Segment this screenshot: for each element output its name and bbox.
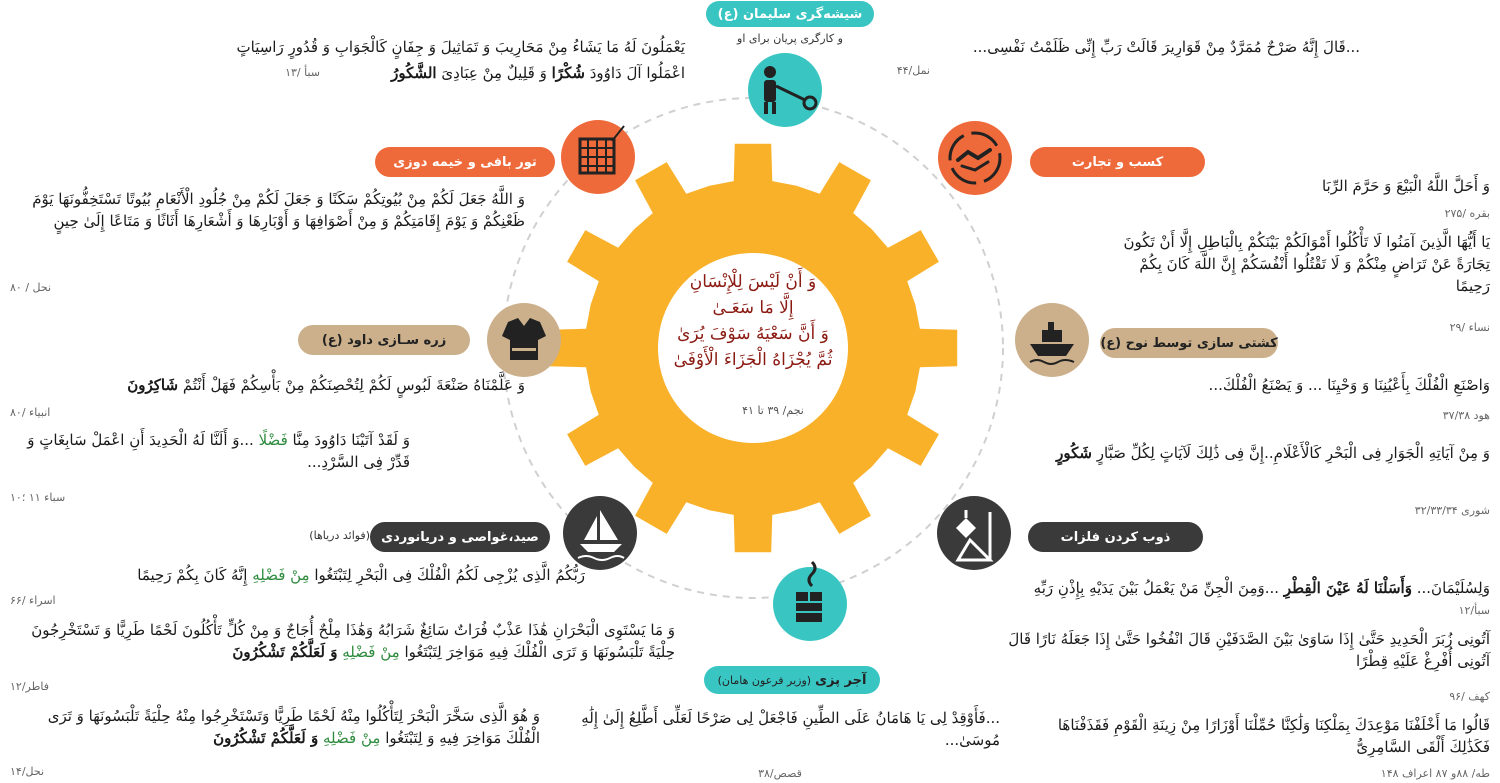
source-ship-1: هود ۳۷/۳۸	[1442, 409, 1490, 422]
label-glass: شیشه‌گری سلیمان (ع)	[706, 1, 874, 27]
verse-glass-left-2a: اعْمَلُوا آلَ دَاوُودَ	[589, 64, 685, 82]
verse-armor-1a: وَ عَلَّمْنَاهُ صَنْعَةَ لَبُوسٍ لَكُمْ لِتُحْصِنَكُمْ مِنْ بَأْسِكُمْ فَهَلْ أَنْتُمْ	[182, 376, 525, 394]
center-verse-line-2: إِلَّا مَا سَعَـیٰ	[712, 298, 794, 318]
source-metal-1: سبأ/۱۲	[1458, 604, 1490, 617]
verse-armor-1	[10, 374, 525, 396]
verse-sea-1a: رَبُّكُمُ الَّذِی یُزْجِی لَكُمُ الْفُلْكَ فِی الْبَحْرِ لِتَبْتَغُوا	[314, 566, 585, 584]
center-source: نجم/ ۳۹ تا ۴۱	[742, 404, 804, 417]
label-sea-sub: (فوائد دریاها)	[309, 529, 370, 542]
verse-ship-1: وَاصْنَعِ الْفُلْكَ بِأَعْیُنِنَا وَ وَحْیِنَا ... وَ یَصْنَعُ الْفُلْكَ...	[1208, 376, 1490, 394]
source-glass-left: سبأ /۱۳	[285, 66, 320, 79]
label-weave: تور بافی و خیمه دوزی	[375, 147, 555, 177]
label-armor: زره سـازی داود (ع)	[298, 325, 470, 355]
verse-sea-2	[10, 619, 675, 663]
ship-icon	[1015, 303, 1089, 377]
verse-armor-2b: فَضْلًا	[258, 431, 288, 449]
verse-sea-1	[10, 564, 585, 586]
label-brick-sub: (وزیر فرعون هامان)	[717, 673, 812, 687]
source-brick-1: قصص/۳۸	[758, 767, 802, 780]
source-trade-2: نساء /۲۹	[1449, 321, 1490, 334]
source-ship-2: شوری ۳۲/۳۳/۳۴	[1414, 504, 1490, 517]
verse-sea-2c: وَ لَعَلَّكُمْ تَشْكُرُونَ	[232, 643, 338, 661]
source-sea-1: اسراء /۶۶	[10, 594, 56, 607]
source-sea-3: نحل/۱۴	[10, 765, 45, 778]
verse-ship-2a: وَ مِنْ آیَاتِهِ الْجَوَارِ فِی الْبَحْرِ كَالْأَعْلَامِ..إِنَّ فِی ذَٰلِكَ لَآیَاتٍ لِكُلِّ صَبَّارٍ	[1096, 444, 1490, 462]
source-trade-1: بقره /۲۷۵	[1444, 207, 1490, 220]
verse-metal-3: قَالُوا مَا أَخْلَفْنَا مَوْعِدَكَ بِمَلْكِنَا وَلَٰكِنَّا حُمِّلْنَا أَوْزَارًا مِنْ زِینَةِ الْقَوْمِ فَقَذَفْنَاهَا فَكَذَٰلِكَ أَلْقَى السَّامِرِیُّ	[1057, 716, 1490, 756]
verse-trade-2: یَا أَیُّهَا الَّذِینَ آمَنُوا لَا تَأْكُلُوا أَمْوَالَكُمْ بَیْنَكُمْ بِالْبَاطِلِ إِلَّا أَنْ تَكُونَ تِجَارَةً عَنْ تَرَاضٍ مِنْكُمْ وَ لَا تَقْتُلُوا أَنْفُسَكُمْ إِنَّ اللَّهَ كَانَ بِكُمْ رَحِیمًا	[1123, 233, 1490, 295]
center-verse-line-3: وَ أَنَّ سَعْیَهُ سَوْفَ یُرَیٰ	[677, 324, 829, 344]
label-sea: صید،غواصی و دریانوردی	[370, 522, 550, 552]
verse-ship-2b: شَكُورٍ	[1056, 444, 1093, 462]
weaving-net-icon	[561, 120, 635, 194]
verse-glass-left-2b: شُكْرًا	[551, 64, 585, 82]
verse-metal-2: آتُونِی زُبَرَ الْحَدِیدِ حَتَّىٰ إِذَا سَاوَىٰ بَیْنَ الصَّدَفَیْنِ قَالَ انْفُخُوا حَتَّىٰ إِذَا جَعَلَهُ نَارًا قَالَ آتُونِی أُفْرِغْ عَلَیْهِ قِطْرًا	[1008, 630, 1490, 670]
brick-kiln-icon	[773, 562, 847, 641]
verse-glass-left-1: یَعْمَلُونَ لَهُ مَا یَشَاءُ مِنْ مَحَارِیبَ وَ تَمَاثِیلَ وَ جِفَانٍ كَالْجَوَابِ وَ قُدُورٍ رَاسِیَاتٍ	[236, 38, 685, 56]
verse-metal-1b: وَأَسَلْنَا لَهُ عَیْنَ الْقِطْرِ	[1283, 579, 1412, 597]
verse-ship-2	[1010, 442, 1490, 464]
armor-icon	[487, 303, 561, 377]
verse-glass-left-2d: الشَّكُورُ	[391, 64, 437, 82]
source-glass-right: نمل/۴۴	[896, 64, 930, 77]
verse-armor-1b: شَاكِرُونَ	[127, 376, 179, 394]
verse-armor-2a: وَ لَقَدْ آتَیْنَا دَاوُودَ مِنَّا	[292, 431, 410, 449]
verse-weave-1: وَ اللَّهُ جَعَلَ لَكُمْ مِنْ بُیُوتِكُمْ سَكَنًا وَ جَعَلَ لَكُمْ مِنْ جُلُودِ الْأَنْعَامِ بُیُوتًا تَسْتَخِفُّونَهَا یَوْمَ ظَعْنِكُمْ وَ یَوْمَ إِقَامَتِكُمْ وَ مِنْ أَصْوَافِهَا وَ أَوْبَارِهَا وَ أَشْعَارِهَا أَثَاثًا وَ مَتَاعًا إِلَىٰ حِینٍ	[32, 190, 525, 230]
verse-sea-2b: مِنْ فَضْلِهِ	[342, 643, 400, 661]
label-metal: ذوب کردن فلزات	[1028, 522, 1203, 552]
verse-glass-left-2c: وَ قَلِیلٌ مِنْ عِبَادِیَ	[441, 64, 547, 82]
source-armor-2: سباء ۱۱ ؛۱۰	[10, 491, 66, 504]
glassblower-icon	[748, 53, 822, 127]
verse-sea-1c: إِنَّهُ كَانَ بِكُمْ رَحِیمًا	[137, 566, 248, 584]
metal-melting-icon	[937, 496, 1011, 570]
verse-glass-left-2	[330, 62, 685, 84]
verse-metal-1	[930, 577, 1490, 599]
verse-metal-1c: ...وَمِنَ الْجِنِّ مَنْ یَعْمَلُ بَیْنَ یَدَیْهِ بِإِذْنِ رَبِّهِ	[1033, 579, 1280, 597]
verse-trade-1: وَ أَحَلَّ اللَّهُ الْبَیْعَ وَ حَرَّمَ الرِّبَا	[1321, 177, 1490, 195]
source-metal-2: کهف /۹۶	[1449, 690, 1490, 703]
verse-sea-3	[10, 705, 540, 749]
verse-metal-1a: وَلِسُلَیْمَانَ...	[1416, 579, 1490, 597]
center-verse-line-4: ثُمَّ یُجْزَاهُ الْجَزَاءَ الْأَوْفَیٰ	[673, 350, 833, 370]
source-weave-1: نحل / ۸۰	[10, 281, 52, 294]
label-glass-sub: و کارگری پریان برای او	[737, 32, 843, 45]
label-ship: کشتی سازی توسط نوح (ع)	[1100, 328, 1278, 358]
verse-glass-right: ...قَالَ إِنَّهُ صَرْحٌ مُمَرَّدٌ مِنْ قَوَارِیرَ قَالَتْ رَبِّ إِنِّی ظَلَمْتُ نَفْسِی...	[972, 38, 1360, 56]
label-trade: کسب و تجارت	[1030, 147, 1205, 177]
verse-sea-2a: وَ مَا یَسْتَوِی الْبَحْرَانِ هَٰذَا عَذْبٌ فُرَاتٌ سَائِغٌ شَرَابُهُ وَهَٰذَا مِلْحٌ أُجَاجٌ وَ مِنْ كُلٍّ تَأْكُلُونَ لَحْمًا طَرِیًّا وَ تَسْتَخْرِجُونَ حِلْیَةً تَلْبَسُونَهَا وَ تَرَى الْفُلْكَ فِیهِ مَوَاخِرَ لِتَبْتَغُوا	[31, 621, 675, 661]
label-brick	[704, 666, 880, 694]
label-brick-main: آجر پزی	[815, 672, 867, 688]
verse-armor-2c: ...وَ أَلَنَّا لَهُ الْحَدِیدَ أَنِ اعْمَلْ سَابِغَاتٍ وَ قَدِّرْ فِی السَّرْدِ...	[27, 431, 410, 471]
source-metal-3: طه/ ۸۸و ۸۷ اعراف ۱۴۸	[1380, 767, 1490, 780]
source-armor-1: انبیاء /۸۰	[10, 406, 51, 419]
verse-sea-3a: وَ هُوَ الَّذِی سَخَّرَ الْبَحْرَ لِتَأْكُلُوا مِنْهُ لَحْمًا طَرِیًّا وَتَسْتَخْرِجُوا مِنْهُ حِلْیَةً تَلْبَسُونَهَا وَ تَرَى الْفُلْكَ مَوَاخِرَ فِیهِ وَ لِتَبْتَغُوا	[47, 707, 540, 747]
verse-sea-3c: وَ لَعَلَّكُمْ تَشْكُرُونَ	[213, 729, 319, 747]
center-verse-line-1: وَ أَنْ لَیْسَ لِلْإِنْسَانِ	[689, 272, 817, 292]
source-sea-2: فاطر/۱۲	[10, 680, 49, 693]
verse-armor-2	[10, 429, 410, 473]
handshake-icon	[938, 121, 1012, 195]
verse-sea-3b: مِنْ فَضْلِهِ	[323, 729, 381, 747]
verse-sea-1b: مِنْ فَضْلِهِ	[252, 566, 310, 584]
verse-brick-1: ...فَأَوْقِدْ لِی یَا هَامَانُ عَلَی الطِّینِ فَاجْعَلْ لِی صَرْحًا لَعَلِّی أَطَّلِعُ إِلَىٰ إِلَٰهِ مُوسَىٰ...	[581, 709, 1000, 749]
sailboat-icon	[563, 496, 637, 570]
